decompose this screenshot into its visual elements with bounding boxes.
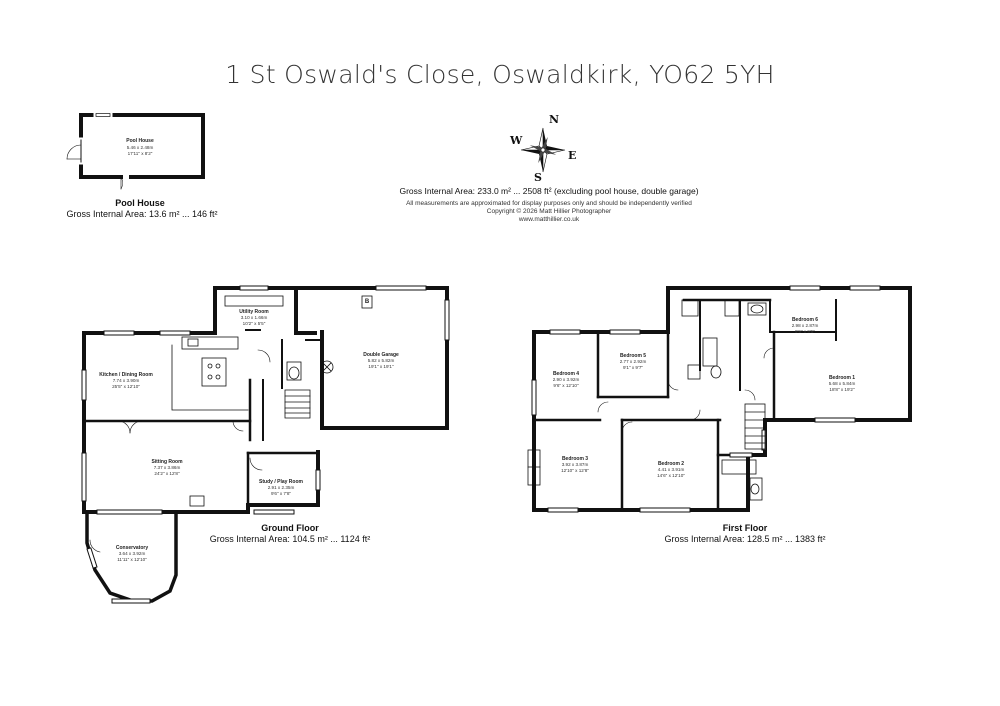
copyright-notice: Copyright © 2026 Matt Hillier Photographer	[486, 208, 612, 215]
bedroom-2-imperial: 14'6" x 12'10"	[657, 473, 685, 478]
kitchen-dining-room-imperial: 25'5" x 12'10"	[112, 384, 140, 389]
sitting-room-metric: 7.37 x 3.86m	[153, 465, 181, 470]
sitting-room-name: Sitting Room	[151, 459, 183, 465]
utility-room-name: Utility Room	[239, 309, 269, 315]
conservatory-metric: 3.64 x 3.92m	[118, 551, 146, 556]
utility-room-imperial: 10'2" x 5'5"	[242, 321, 266, 326]
bedroom-1-metric: 5.68 x 5.84m	[828, 381, 856, 386]
pool-house-room-metric: 5.46 x 2.48m	[126, 145, 154, 150]
website-link[interactable]: www.matthillier.co.uk	[518, 216, 580, 223]
bedroom-3-name: Bedroom 3	[561, 456, 589, 462]
property-address-title: 1 St Oswald's Close, Oswaldkirk, YO62 5YH	[225, 60, 775, 89]
first-floor-walls	[534, 288, 910, 510]
bedroom-4-name: Bedroom 4	[552, 371, 580, 377]
boiler-marker: B	[364, 299, 370, 305]
study-play-room-imperial: 9'6" x 7'8"	[270, 491, 292, 496]
first-floor-windows	[532, 286, 880, 512]
pool-house-room-name: Pool House	[126, 138, 154, 144]
total-gross-internal-area: Gross Internal Area: 233.0 m² ... 2508 ft² (excluding pool house, double garage)	[399, 186, 699, 196]
pool-house-gia: Gross Internal Area: 13.6 m² ... 146 ft²	[66, 209, 218, 219]
compass-east-label: E	[568, 149, 577, 162]
bedroom-1-name: Bedroom 1	[828, 375, 856, 381]
bedroom-4-imperial: 9'6" x 12'10"	[553, 383, 579, 388]
measurement-disclaimer: All measurements are approximated for display purposes only and should be independently verified	[406, 200, 692, 207]
study-play-room-name: Study / Play Room	[259, 479, 303, 485]
ground-floor-heading: Ground Floor	[261, 523, 319, 533]
bedroom-6-imperial: 9'9" x 9'5"	[794, 329, 816, 334]
bedroom-5-imperial: 9'1" x 9'7"	[622, 365, 644, 370]
bedroom-3-metric: 3.92 x 3.87m	[561, 462, 589, 467]
compass-south-label: S	[534, 171, 542, 184]
bedroom-6-metric: 2.98 x 2.87m	[791, 323, 819, 328]
bedroom-2-name: Bedroom 2	[657, 461, 685, 467]
pool-house-heading: Pool House	[115, 198, 165, 208]
kitchen-dining-room-name: Kitchen / Dining Room	[99, 372, 153, 378]
bedroom-1-imperial: 18'8" x 19'2"	[829, 387, 855, 392]
double-garage-name: Double Garage	[363, 352, 399, 358]
double-garage-imperial: 19'1" x 19'1"	[368, 364, 394, 369]
utility-room-metric: 3.10 x 1.66m	[240, 315, 268, 320]
bedroom-3-imperial: 12'10" x 12'8"	[561, 468, 589, 473]
compass-west-label: W	[510, 134, 523, 147]
ground-floor-gia: Gross Internal Area: 104.5 m² ... 1124 ft²	[209, 534, 371, 544]
bedroom-4-metric: 2.90 x 3.92m	[552, 377, 580, 382]
study-play-room-metric: 2.91 x 2.35m	[267, 485, 295, 490]
bedroom-5-name: Bedroom 5	[619, 353, 647, 359]
double-garage-metric: 5.82 x 5.82m	[367, 358, 395, 363]
compass-north-label: N	[549, 113, 560, 126]
bedroom-5-metric: 2.77 x 2.92m	[619, 359, 647, 364]
conservatory-imperial: 11'11" x 12'10"	[117, 557, 147, 562]
kitchen-dining-room-metric: 7.74 x 3.90m	[112, 378, 140, 383]
bedroom-6-name: Bedroom 6	[791, 317, 819, 323]
pool-house-room-imperial: 17'11" x 8'2"	[127, 151, 153, 156]
sitting-room-imperial: 24'2" x 12'8"	[154, 471, 180, 476]
compass-rose	[521, 128, 565, 172]
bedroom-2-metric: 4.41 x 3.91m	[657, 467, 685, 472]
first-floor-heading: First Floor	[722, 523, 768, 533]
conservatory-name: Conservatory	[115, 545, 149, 551]
first-floor-gia: Gross Internal Area: 128.5 m² ... 1383 ft²	[664, 534, 826, 544]
